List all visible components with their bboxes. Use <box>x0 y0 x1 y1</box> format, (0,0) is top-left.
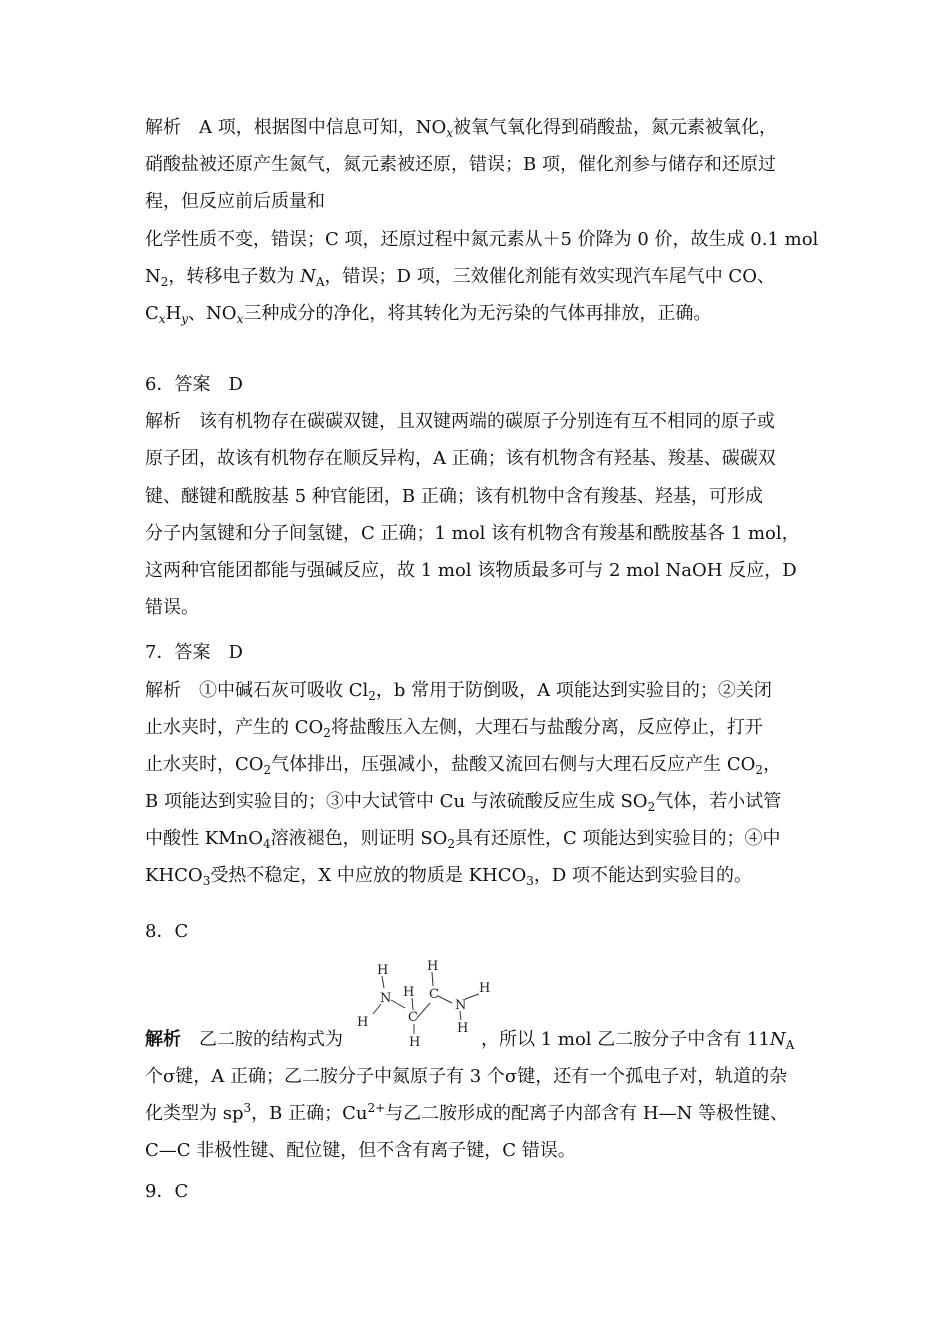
superscript: 2+ <box>367 1101 386 1115</box>
text: 止水夹时，产生的 CO <box>145 717 324 738</box>
text: ，所以 1 mol 乙二胺分子中含有 11 <box>481 1029 770 1050</box>
subscript: 2 <box>368 689 376 703</box>
subscript-var: y <box>181 312 189 326</box>
text: 化类型为 sp <box>145 1103 244 1124</box>
text: H <box>165 303 182 324</box>
text: 中酸性 KMnO <box>145 828 263 849</box>
text: 止水夹时，CO <box>145 754 264 775</box>
q6-analysis-line-6: 错误。 <box>145 597 199 618</box>
subscript: 2 <box>447 837 456 851</box>
bond <box>391 1000 405 1008</box>
subscript: 4 <box>262 837 271 851</box>
q7-analysis-line-2 <box>145 716 763 740</box>
q5-analysis-line-1 <box>145 116 777 145</box>
q8-analysis-line-1 <box>145 1028 794 1052</box>
text: 与乙二胺形成的配离子内部含有 H—N 等极性键、 <box>385 1103 789 1124</box>
q5-analysis-line-6 <box>145 302 711 326</box>
atom-c: C <box>408 1010 418 1025</box>
text: A 项，根据图中信息可知，NO <box>199 117 447 138</box>
atom-h: H <box>479 981 491 996</box>
q7-analysis-line-4 <box>145 790 781 814</box>
subscript: 2 <box>263 763 272 777</box>
subscript-var: x <box>158 312 166 326</box>
text: 溶液褪色，则证明 SO <box>270 828 448 849</box>
subscript: A <box>315 275 325 289</box>
text: ，B 正确；Cu <box>251 1103 368 1124</box>
q6-analysis-line-1 <box>145 410 775 434</box>
q5-analysis-line-3: 程，但反应前后质量和 <box>145 191 325 212</box>
analysis-label: 解析 <box>145 1029 181 1050</box>
bond <box>438 996 452 1003</box>
text: 三种成分的净化，将其转化为无污染的气体再排放，正确。 <box>243 303 712 324</box>
subscript: 3 <box>526 874 534 888</box>
analysis-label: 解析 <box>145 117 181 138</box>
subscript: 3 <box>202 874 211 888</box>
atom-h: H <box>403 985 415 1000</box>
analysis-label: 解析 <box>145 411 181 432</box>
text: 被氧气氧化得到硝酸盐，氮元素被氧化， <box>453 117 778 138</box>
superscript: 3 <box>243 1101 252 1115</box>
q7-analysis-line-1 <box>145 679 772 703</box>
q6-analysis-line-5: 这两种官能团都能与强碱反应，故 1 mol 该物质最多可与 2 mol NaOH 反应，D <box>145 560 797 581</box>
bond <box>432 972 433 986</box>
subscript-var: x <box>236 312 244 326</box>
italic-var: N <box>300 266 316 287</box>
text: 乙二胺的结构式为 <box>199 1029 343 1050</box>
text: ①中碱石灰可吸收 Cl <box>199 680 369 701</box>
q6-analysis-line-3: 键、醚键和酰胺基 5 种官能团，B 正确；该有机物中含有羧基、羟基，可形成 <box>145 486 763 507</box>
text: ， <box>763 754 782 775</box>
text: ，错误；D 项，三效催化剂能有效实现汽车尾气中 CO、 <box>324 266 775 287</box>
text: KHCO <box>145 865 203 886</box>
text: 受热不稳定，X 中应放的物质是 KHCO <box>210 865 527 886</box>
bond <box>465 994 479 999</box>
text: 将盐酸压入左侧，大理石与盐酸分离，反应停止，打开 <box>330 717 763 738</box>
text: B 项能达到实验目的；③中大试管中 Cu 与浓硫酸反应生成 SO <box>145 791 648 812</box>
text: 气体，若小试管 <box>655 791 782 812</box>
atom-n: N <box>455 998 467 1013</box>
q8-answer: 8．C <box>145 921 189 942</box>
subscript: 2 <box>755 763 764 777</box>
atom-n: N <box>380 991 392 1006</box>
atom-h: H <box>457 1021 469 1036</box>
atom-h: H <box>409 1035 421 1048</box>
text: 、NO <box>188 303 237 324</box>
q5-analysis-line-2: 硝酸盐被还原产生氮气，氮元素被还原，错误；B 项，催化剂参与储存和还原过 <box>145 154 776 175</box>
text: ，b 常用于防倒吸，A 项能达到实验目的；②关闭 <box>375 680 772 701</box>
bond <box>417 1003 430 1018</box>
subscript: A <box>785 1038 795 1052</box>
q7-analysis-line-3 <box>145 753 781 777</box>
q5-analysis-line-5 <box>145 265 775 289</box>
q7-analysis-line-6 <box>145 864 752 888</box>
analysis-label: 解析 <box>145 680 181 701</box>
q6-analysis-line-2: 原子团，故该有机物存在顺反异构，A 正确；该有机物含有羟基、羧基、碳碳双 <box>145 448 776 469</box>
italic-var: N <box>769 1029 786 1050</box>
q7-analysis-line-5 <box>145 827 781 851</box>
text: C <box>145 303 159 324</box>
q8-analysis-line-2: 个σ键，A 正确；乙二胺分子中氮原子有 3 个σ键，还有一个孤电子对，轨道的杂 <box>145 1066 788 1087</box>
text: ，D 项不能达到实验目的。 <box>533 865 753 886</box>
atom-h: H <box>427 959 439 974</box>
q6-answer: 6．答案 D <box>145 374 243 395</box>
text: 该有机物存在碳碳双键，且双键两端的碳原子分别连有互不相同的原子或 <box>199 411 775 432</box>
text: 具有还原性，C 项能达到实验目的；④中 <box>455 828 781 849</box>
atom-h: H <box>377 963 389 978</box>
subscript: 2 <box>160 275 169 289</box>
q9-answer: 9．C <box>145 1181 189 1202</box>
text: N <box>145 266 161 287</box>
q8-analysis-line-3 <box>145 1102 788 1126</box>
q5-analysis-line-4: 化学性质不变，错误；C 项，还原过程中氮元素从＋5 价降为 0 价，故生成 0.1 mol <box>145 229 819 250</box>
q8-analysis-line-4: C—C 非极性键、配位键，但不含有离子键，C 错误。 <box>145 1140 576 1161</box>
atom-c: C <box>429 987 439 1002</box>
subscript: 2 <box>323 726 331 740</box>
subscript-var: x <box>446 126 454 140</box>
text: 气体排出，压强减小，盐酸又流回右侧与大理石反应产生 CO <box>271 754 756 775</box>
subscript: 2 <box>647 800 656 814</box>
q6-analysis-line-4: 分子内氢键和分子间氢键，C 正确；1 mol 该有机物含有羧基和酰胺基各 1 mol， <box>145 523 800 544</box>
q7-answer: 7．答案 D <box>145 642 243 663</box>
text: ，转移电子数为 <box>168 266 301 287</box>
atom-h: H <box>357 1015 369 1030</box>
